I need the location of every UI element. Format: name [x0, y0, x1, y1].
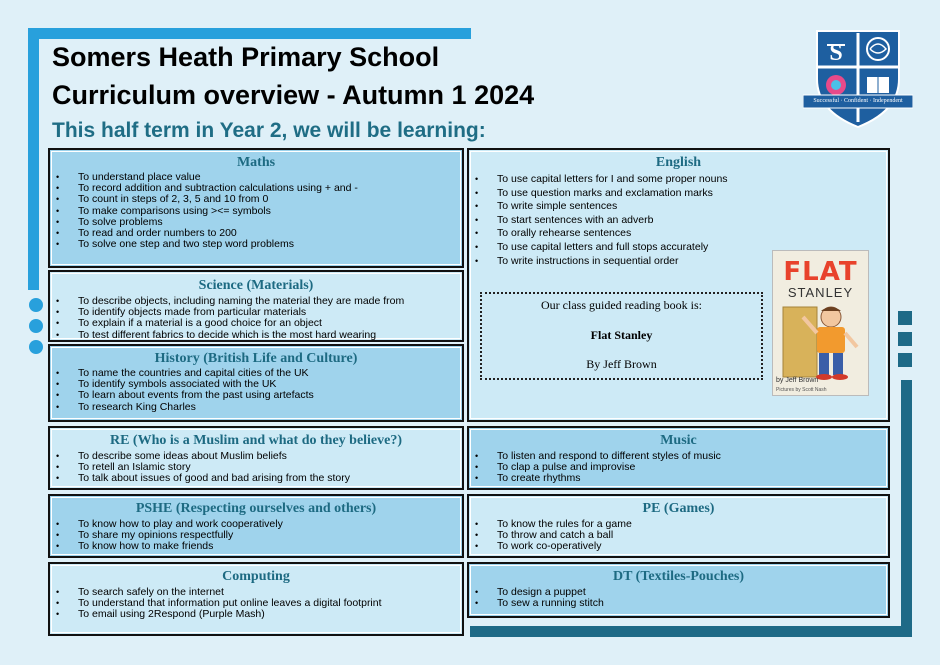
- computing-list: [50, 587, 462, 621]
- list-item: • To work co-operatively: [497, 541, 888, 552]
- maths-box: [48, 148, 464, 268]
- list-item: • To throw and catch a ball: [497, 530, 888, 541]
- reading-book-author: By Jeff Brown: [586, 357, 657, 371]
- science-box: [48, 270, 464, 342]
- top-frame-bar: [28, 28, 471, 39]
- list-item: • To research King Charles: [78, 402, 462, 413]
- list-item: • To use capital letters for I and some proper nouns: [497, 173, 888, 187]
- school-name: Somers Heath Primary School: [52, 42, 440, 72]
- list-item: • To read and order numbers to 200: [78, 228, 462, 239]
- list-item: • To record addition and subtraction calculations using + and -: [78, 183, 462, 194]
- dt-title: DT (Textiles-Pouches): [612, 569, 745, 584]
- list-item: • To test different fabrics to decide which is the most hard wearing: [78, 330, 462, 341]
- list-item: • To start sentences with an adverb: [497, 214, 888, 228]
- list-item: • To use capital letters and full stops accurately: [497, 241, 888, 255]
- intro-heading: This half term in Year 2, we will be learning:: [52, 119, 486, 142]
- decorative-square: [898, 311, 912, 325]
- history-box: [48, 344, 464, 422]
- book-cover-title-word1: FLAT: [783, 257, 858, 287]
- book-cover-illustrator: Pictures by Scott Nash: [776, 387, 827, 393]
- list-item: • To know the rules for a game: [497, 519, 888, 530]
- dt-list: [469, 587, 888, 609]
- list-item: • To identify symbols associated with the UK: [78, 379, 462, 390]
- decorative-dot: [29, 340, 43, 354]
- book-cover-author: by Jeff Brown: [776, 377, 819, 384]
- bottom-frame-bar: [470, 626, 912, 637]
- list-item: • To orally rehearse sentences: [497, 227, 888, 241]
- reading-book-title: Flat Stanley: [590, 328, 653, 342]
- pe-list: [469, 519, 888, 553]
- crest-motto: Successful · Confident · Independent: [813, 98, 903, 104]
- list-item: • To share my opinions respectfully: [78, 530, 462, 541]
- guided-reading-panel: [480, 292, 763, 380]
- list-item: • To write instructions in sequential order: [497, 255, 888, 269]
- list-item: • To write simple sentences: [497, 200, 888, 214]
- decorative-dot: [29, 319, 43, 333]
- list-item: • To design a puppet: [497, 587, 888, 598]
- list-item: • To understand that information put online leaves a digital footprint: [78, 598, 462, 609]
- list-item: • To email using 2Respond (Purple Mash): [78, 609, 462, 620]
- decorative-square: [898, 353, 912, 367]
- list-item: • To solve one step and two step word problems: [78, 239, 462, 250]
- svg-text:S: S: [829, 40, 843, 66]
- reading-label: Our class guided reading book is:: [541, 298, 702, 312]
- decorative-square: [898, 332, 912, 346]
- list-item: • To explain if a material is a good choice for an object: [78, 318, 462, 329]
- history-title: History (British Life and Culture): [154, 351, 358, 366]
- re-list: [50, 451, 462, 485]
- re-title: RE (Who is a Muslim and what do they believe?): [109, 433, 403, 448]
- list-item: • To describe some ideas about Muslim beliefs: [78, 451, 462, 462]
- list-item: • To understand place value: [78, 172, 462, 183]
- list-item: • To talk about issues of good and bad arising from the story: [78, 473, 462, 484]
- pe-box: [467, 494, 890, 558]
- pshe-title: PSHE (Respecting ourselves and others): [135, 501, 377, 516]
- list-item: • To learn about events from the past using artefacts: [78, 390, 462, 401]
- list-item: • To solve problems: [78, 217, 462, 228]
- computing-title: Computing: [222, 569, 290, 584]
- school-crest-logo: [803, 27, 913, 131]
- list-item: • To count in steps of 2, 3, 5 and 10 from 0: [78, 194, 462, 205]
- history-list: [50, 368, 462, 413]
- science-title: Science (Materials): [198, 278, 314, 293]
- pshe-list: [50, 519, 462, 553]
- list-item: • To know how to play and work cooperatively: [78, 519, 462, 530]
- list-item: • To know how to make friends: [78, 541, 462, 552]
- music-list: [469, 451, 888, 485]
- list-item: • To name the countries and capital cities of the UK: [78, 368, 462, 379]
- music-box: [467, 426, 890, 490]
- list-item: • To use question marks and exclamation marks: [497, 187, 888, 201]
- left-frame-bar: [28, 28, 39, 290]
- english-title: English: [655, 155, 702, 170]
- list-item: • To clap a pulse and improvise: [497, 462, 888, 473]
- list-item: • To listen and respond to different styles of music: [497, 451, 888, 462]
- computing-box: [48, 562, 464, 636]
- maths-list: [50, 172, 462, 250]
- pe-title: PE (Games): [642, 501, 715, 516]
- dt-box: [467, 562, 890, 618]
- list-item: • To identify objects made from particular materials: [78, 307, 462, 318]
- science-list: [50, 296, 462, 341]
- list-item: • To search safely on the internet: [78, 587, 462, 598]
- list-item: • To create rhythms: [497, 473, 888, 484]
- list-item: • To sew a running stitch: [497, 598, 888, 609]
- decorative-dot: [29, 298, 43, 312]
- list-item: • To retell an Islamic story: [78, 462, 462, 473]
- book-cover-title-word2: STANLEY: [787, 285, 854, 300]
- overview-title: Curriculum overview - Autumn 1 2024: [52, 80, 535, 110]
- list-item: • To make comparisons using ><= symbols: [78, 206, 462, 217]
- book-cover-image: [772, 250, 869, 396]
- maths-title: Maths: [236, 155, 276, 170]
- music-title: Music: [660, 433, 697, 448]
- list-item: • To describe objects, including naming the material they are made from: [78, 296, 462, 307]
- right-frame-bar: [901, 380, 912, 637]
- re-box: [48, 426, 464, 490]
- book-cover-illustration: [773, 303, 869, 383]
- pshe-box: [48, 494, 464, 558]
